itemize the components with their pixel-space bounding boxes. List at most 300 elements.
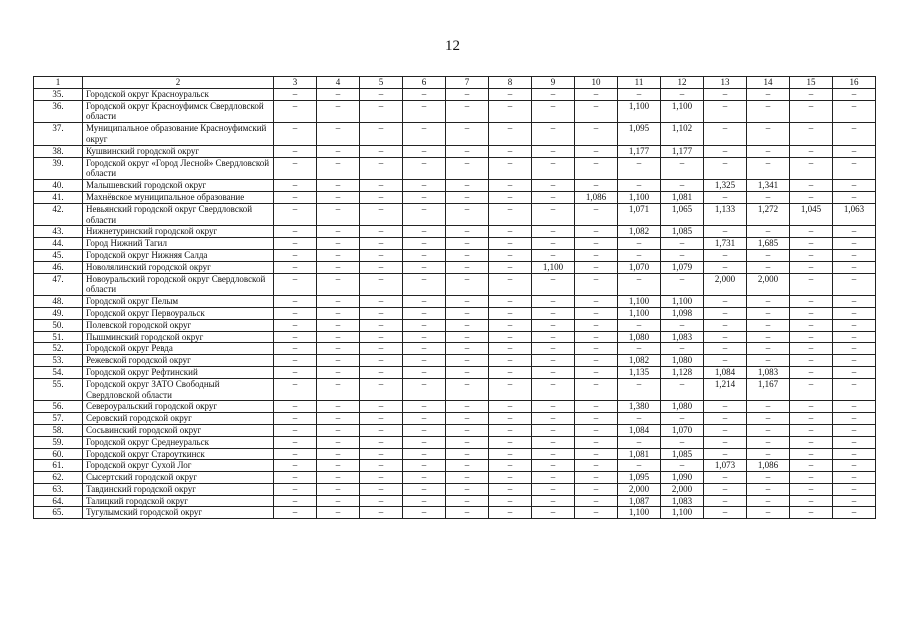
- municipality-name: Нижнетуринский городской округ: [83, 226, 274, 238]
- value-cell: –: [489, 203, 532, 226]
- value-cell: –: [833, 238, 876, 250]
- value-cell: –: [274, 472, 317, 484]
- value-cell: 1,081: [618, 448, 661, 460]
- value-cell: –: [403, 226, 446, 238]
- table-row: [34, 495, 876, 507]
- value-cell: –: [704, 495, 747, 507]
- value-cell: –: [704, 507, 747, 519]
- value-cell: –: [489, 413, 532, 425]
- value-cell: –: [618, 460, 661, 472]
- value-cell: –: [833, 100, 876, 123]
- value-cell: –: [704, 424, 747, 436]
- value-cell: –: [446, 180, 489, 192]
- value-cell: –: [489, 343, 532, 355]
- value-cell: –: [317, 226, 360, 238]
- table-row: [34, 249, 876, 261]
- value-cell: –: [747, 343, 790, 355]
- value-cell: –: [704, 355, 747, 367]
- value-cell: –: [446, 307, 489, 319]
- value-cell: 1,100: [618, 191, 661, 203]
- value-cell: –: [790, 226, 833, 238]
- value-cell: –: [489, 180, 532, 192]
- value-cell: –: [575, 401, 618, 413]
- row-number: 45.: [34, 249, 83, 261]
- value-cell: –: [274, 424, 317, 436]
- value-cell: –: [274, 366, 317, 378]
- row-number: 42.: [34, 203, 83, 226]
- table-row: [34, 401, 876, 413]
- value-cell: –: [575, 413, 618, 425]
- row-number: 41.: [34, 191, 83, 203]
- value-cell: –: [403, 448, 446, 460]
- value-cell: 2,000: [747, 273, 790, 296]
- value-cell: –: [661, 273, 704, 296]
- value-cell: –: [489, 145, 532, 157]
- column-header: 13: [704, 77, 747, 89]
- value-cell: –: [317, 448, 360, 460]
- value-cell: –: [575, 261, 618, 273]
- value-cell: –: [747, 355, 790, 367]
- value-cell: –: [704, 88, 747, 100]
- value-cell: –: [575, 343, 618, 355]
- value-cell: –: [446, 123, 489, 146]
- value-cell: –: [403, 413, 446, 425]
- value-cell: –: [704, 226, 747, 238]
- value-cell: 1,086: [747, 460, 790, 472]
- value-cell: 1,083: [661, 495, 704, 507]
- value-cell: –: [446, 203, 489, 226]
- value-cell: –: [704, 157, 747, 180]
- value-cell: 1,380: [618, 401, 661, 413]
- table-row: [34, 366, 876, 378]
- value-cell: –: [833, 296, 876, 308]
- value-cell: –: [274, 460, 317, 472]
- value-cell: –: [403, 238, 446, 250]
- municipality-name: Новоуральский городской округ Свердловской области: [83, 273, 274, 296]
- municipality-name: Городской округ Первоуральск: [83, 307, 274, 319]
- value-cell: –: [317, 203, 360, 226]
- value-cell: –: [747, 296, 790, 308]
- value-cell: –: [360, 180, 403, 192]
- table-row: [34, 296, 876, 308]
- value-cell: –: [747, 424, 790, 436]
- value-cell: –: [833, 355, 876, 367]
- row-number: 35.: [34, 88, 83, 100]
- value-cell: –: [661, 413, 704, 425]
- value-cell: –: [618, 157, 661, 180]
- value-cell: 1,100: [532, 261, 575, 273]
- value-cell: –: [317, 145, 360, 157]
- column-header: 10: [575, 77, 618, 89]
- value-cell: –: [532, 472, 575, 484]
- municipality-name: Североуральский городской округ: [83, 401, 274, 413]
- value-cell: –: [403, 296, 446, 308]
- row-number: 52.: [34, 343, 83, 355]
- value-cell: –: [747, 157, 790, 180]
- value-cell: 1,128: [661, 366, 704, 378]
- value-cell: –: [575, 436, 618, 448]
- value-cell: –: [403, 249, 446, 261]
- value-cell: 1,731: [704, 238, 747, 250]
- value-cell: –: [360, 460, 403, 472]
- value-cell: –: [661, 343, 704, 355]
- value-cell: –: [446, 472, 489, 484]
- row-number: 43.: [34, 226, 83, 238]
- value-cell: –: [575, 296, 618, 308]
- value-cell: –: [274, 180, 317, 192]
- value-cell: –: [790, 307, 833, 319]
- value-cell: –: [833, 331, 876, 343]
- value-cell: –: [446, 507, 489, 519]
- value-cell: 1,071: [618, 203, 661, 226]
- value-cell: –: [704, 261, 747, 273]
- value-cell: –: [360, 123, 403, 146]
- value-cell: –: [274, 145, 317, 157]
- value-cell: –: [360, 88, 403, 100]
- value-cell: –: [317, 307, 360, 319]
- value-cell: –: [704, 249, 747, 261]
- value-cell: –: [446, 191, 489, 203]
- row-number: 51.: [34, 331, 83, 343]
- value-cell: –: [403, 100, 446, 123]
- value-cell: –: [489, 495, 532, 507]
- value-cell: –: [317, 355, 360, 367]
- value-cell: –: [317, 249, 360, 261]
- value-cell: –: [704, 436, 747, 448]
- municipality-name: Городской округ ЗАТО Свободный Свердловской области: [83, 378, 274, 401]
- value-cell: –: [360, 355, 403, 367]
- value-cell: –: [274, 307, 317, 319]
- value-cell: –: [489, 483, 532, 495]
- value-cell: –: [532, 296, 575, 308]
- table-row: [34, 261, 876, 273]
- value-cell: –: [532, 366, 575, 378]
- value-cell: –: [790, 145, 833, 157]
- column-header: 5: [360, 77, 403, 89]
- value-cell: –: [274, 88, 317, 100]
- value-cell: –: [360, 413, 403, 425]
- value-cell: –: [575, 319, 618, 331]
- value-cell: 1,100: [618, 307, 661, 319]
- value-cell: –: [532, 483, 575, 495]
- value-cell: 2,000: [704, 273, 747, 296]
- value-cell: –: [403, 307, 446, 319]
- value-cell: 1,085: [661, 448, 704, 460]
- value-cell: –: [317, 296, 360, 308]
- municipality-name: Городской округ Нижняя Салда: [83, 249, 274, 261]
- value-cell: –: [833, 448, 876, 460]
- value-cell: –: [446, 100, 489, 123]
- value-cell: 1,080: [618, 331, 661, 343]
- value-cell: –: [317, 366, 360, 378]
- row-number: 60.: [34, 448, 83, 460]
- municipality-name: Городской округ Староуткинск: [83, 448, 274, 460]
- value-cell: –: [790, 378, 833, 401]
- value-cell: –: [704, 472, 747, 484]
- value-cell: –: [704, 307, 747, 319]
- row-number: 39.: [34, 157, 83, 180]
- value-cell: –: [575, 145, 618, 157]
- row-number: 61.: [34, 460, 83, 472]
- row-number: 49.: [34, 307, 83, 319]
- value-cell: –: [360, 401, 403, 413]
- value-cell: –: [575, 157, 618, 180]
- table-row: [34, 331, 876, 343]
- value-cell: –: [403, 261, 446, 273]
- value-cell: –: [446, 331, 489, 343]
- value-cell: 1,070: [661, 424, 704, 436]
- value-cell: –: [618, 319, 661, 331]
- page-number: 12: [445, 38, 460, 54]
- value-cell: –: [661, 249, 704, 261]
- value-cell: 1,685: [747, 238, 790, 250]
- municipality-name: Городской округ Пелым: [83, 296, 274, 308]
- value-cell: –: [360, 507, 403, 519]
- value-cell: –: [489, 366, 532, 378]
- value-cell: –: [403, 191, 446, 203]
- value-cell: –: [790, 261, 833, 273]
- value-cell: –: [790, 460, 833, 472]
- value-cell: –: [403, 401, 446, 413]
- value-cell: –: [274, 483, 317, 495]
- value-cell: 1,080: [661, 401, 704, 413]
- value-cell: –: [704, 401, 747, 413]
- value-cell: 1,167: [747, 378, 790, 401]
- value-cell: 1,083: [747, 366, 790, 378]
- row-number: 47.: [34, 273, 83, 296]
- value-cell: –: [403, 460, 446, 472]
- municipality-name: Махнёвское муниципальное образование: [83, 191, 274, 203]
- value-cell: –: [618, 180, 661, 192]
- value-cell: –: [317, 180, 360, 192]
- value-cell: –: [446, 424, 489, 436]
- value-cell: –: [575, 472, 618, 484]
- value-cell: 1,177: [618, 145, 661, 157]
- value-cell: –: [403, 436, 446, 448]
- value-cell: –: [575, 366, 618, 378]
- value-cell: –: [317, 495, 360, 507]
- value-cell: –: [618, 378, 661, 401]
- value-cell: –: [274, 331, 317, 343]
- table-row: [34, 460, 876, 472]
- column-header: 16: [833, 77, 876, 89]
- row-number: 36.: [34, 100, 83, 123]
- value-cell: –: [403, 483, 446, 495]
- value-cell: –: [532, 249, 575, 261]
- value-cell: –: [790, 343, 833, 355]
- value-cell: –: [833, 157, 876, 180]
- value-cell: –: [360, 273, 403, 296]
- value-cell: –: [446, 226, 489, 238]
- value-cell: –: [833, 472, 876, 484]
- value-cell: –: [446, 238, 489, 250]
- column-header: 3: [274, 77, 317, 89]
- value-cell: 1,084: [704, 366, 747, 378]
- value-cell: 1,272: [747, 203, 790, 226]
- value-cell: –: [489, 355, 532, 367]
- value-cell: –: [790, 424, 833, 436]
- value-cell: –: [618, 238, 661, 250]
- value-cell: –: [575, 203, 618, 226]
- municipality-name: Режевской городской округ: [83, 355, 274, 367]
- value-cell: –: [403, 366, 446, 378]
- table-row: [34, 226, 876, 238]
- municipality-name: Тавдинский городской округ: [83, 483, 274, 495]
- column-header: 1: [34, 77, 83, 89]
- value-cell: –: [618, 273, 661, 296]
- value-cell: –: [360, 331, 403, 343]
- row-number: 53.: [34, 355, 83, 367]
- value-cell: –: [360, 296, 403, 308]
- value-cell: –: [360, 203, 403, 226]
- value-cell: –: [618, 343, 661, 355]
- value-cell: –: [489, 249, 532, 261]
- municipality-name: Сысертский городской округ: [83, 472, 274, 484]
- row-number: 38.: [34, 145, 83, 157]
- value-cell: 1,214: [704, 378, 747, 401]
- value-cell: –: [532, 238, 575, 250]
- value-cell: –: [661, 460, 704, 472]
- value-cell: –: [790, 448, 833, 460]
- value-cell: –: [790, 436, 833, 448]
- value-cell: –: [489, 88, 532, 100]
- value-cell: –: [446, 261, 489, 273]
- value-cell: –: [747, 483, 790, 495]
- row-number: 57.: [34, 413, 83, 425]
- value-cell: –: [489, 307, 532, 319]
- row-number: 37.: [34, 123, 83, 146]
- table-row: [34, 448, 876, 460]
- value-cell: –: [575, 238, 618, 250]
- column-header: 12: [661, 77, 704, 89]
- value-cell: –: [704, 296, 747, 308]
- value-cell: –: [575, 424, 618, 436]
- value-cell: –: [618, 436, 661, 448]
- value-cell: –: [532, 343, 575, 355]
- value-cell: –: [360, 343, 403, 355]
- value-cell: –: [618, 413, 661, 425]
- value-cell: –: [833, 307, 876, 319]
- value-cell: –: [317, 460, 360, 472]
- value-cell: –: [489, 448, 532, 460]
- value-cell: –: [661, 378, 704, 401]
- value-cell: –: [790, 249, 833, 261]
- value-cell: 1,341: [747, 180, 790, 192]
- value-cell: –: [833, 319, 876, 331]
- value-cell: –: [661, 319, 704, 331]
- table-row: [34, 424, 876, 436]
- row-number: 55.: [34, 378, 83, 401]
- value-cell: –: [704, 145, 747, 157]
- value-cell: –: [403, 157, 446, 180]
- value-cell: –: [747, 226, 790, 238]
- value-cell: –: [317, 378, 360, 401]
- column-header: 4: [317, 77, 360, 89]
- value-cell: –: [833, 180, 876, 192]
- value-cell: –: [833, 424, 876, 436]
- municipality-name: Новолялинский городской округ: [83, 261, 274, 273]
- value-cell: –: [833, 507, 876, 519]
- value-cell: –: [575, 448, 618, 460]
- value-cell: –: [747, 100, 790, 123]
- value-cell: –: [274, 249, 317, 261]
- value-cell: –: [661, 238, 704, 250]
- value-cell: –: [790, 157, 833, 180]
- municipality-name: Городской округ Рефтинский: [83, 366, 274, 378]
- value-cell: –: [747, 249, 790, 261]
- value-cell: –: [532, 191, 575, 203]
- value-cell: –: [446, 249, 489, 261]
- value-cell: 1,087: [618, 495, 661, 507]
- value-cell: –: [446, 343, 489, 355]
- value-cell: –: [704, 483, 747, 495]
- municipality-name: Талицкий городской округ: [83, 495, 274, 507]
- value-cell: –: [360, 100, 403, 123]
- value-cell: 1,100: [661, 296, 704, 308]
- value-cell: –: [833, 88, 876, 100]
- table-row: [34, 436, 876, 448]
- value-cell: –: [747, 472, 790, 484]
- table-row: [34, 100, 876, 123]
- value-cell: –: [532, 495, 575, 507]
- value-cell: 1,079: [661, 261, 704, 273]
- value-cell: –: [360, 378, 403, 401]
- value-cell: –: [661, 157, 704, 180]
- value-cell: –: [575, 355, 618, 367]
- value-cell: –: [833, 483, 876, 495]
- value-cell: –: [360, 366, 403, 378]
- value-cell: –: [833, 436, 876, 448]
- value-cell: –: [274, 226, 317, 238]
- value-cell: –: [403, 273, 446, 296]
- value-cell: 1,065: [661, 203, 704, 226]
- value-cell: –: [403, 355, 446, 367]
- value-cell: –: [446, 355, 489, 367]
- row-number: 58.: [34, 424, 83, 436]
- value-cell: –: [317, 331, 360, 343]
- value-cell: –: [446, 157, 489, 180]
- value-cell: –: [274, 261, 317, 273]
- row-number: 59.: [34, 436, 83, 448]
- value-cell: –: [833, 191, 876, 203]
- value-cell: –: [360, 424, 403, 436]
- row-number: 40.: [34, 180, 83, 192]
- value-cell: –: [360, 436, 403, 448]
- column-header: 6: [403, 77, 446, 89]
- value-cell: –: [532, 319, 575, 331]
- value-cell: –: [274, 157, 317, 180]
- value-cell: –: [274, 378, 317, 401]
- value-cell: –: [532, 413, 575, 425]
- column-header: 8: [489, 77, 532, 89]
- value-cell: –: [489, 460, 532, 472]
- municipality-name: Сосьвинский городской округ: [83, 424, 274, 436]
- value-cell: –: [575, 123, 618, 146]
- table-row: [34, 507, 876, 519]
- value-cell: –: [704, 413, 747, 425]
- municipality-name: Городской округ Ревда: [83, 343, 274, 355]
- value-cell: –: [704, 319, 747, 331]
- value-cell: –: [833, 460, 876, 472]
- value-cell: –: [790, 180, 833, 192]
- value-cell: 1,084: [618, 424, 661, 436]
- value-cell: –: [489, 507, 532, 519]
- table-row: [34, 157, 876, 180]
- value-cell: –: [661, 180, 704, 192]
- value-cell: 1,090: [661, 472, 704, 484]
- row-number: 65.: [34, 507, 83, 519]
- value-cell: 1,133: [704, 203, 747, 226]
